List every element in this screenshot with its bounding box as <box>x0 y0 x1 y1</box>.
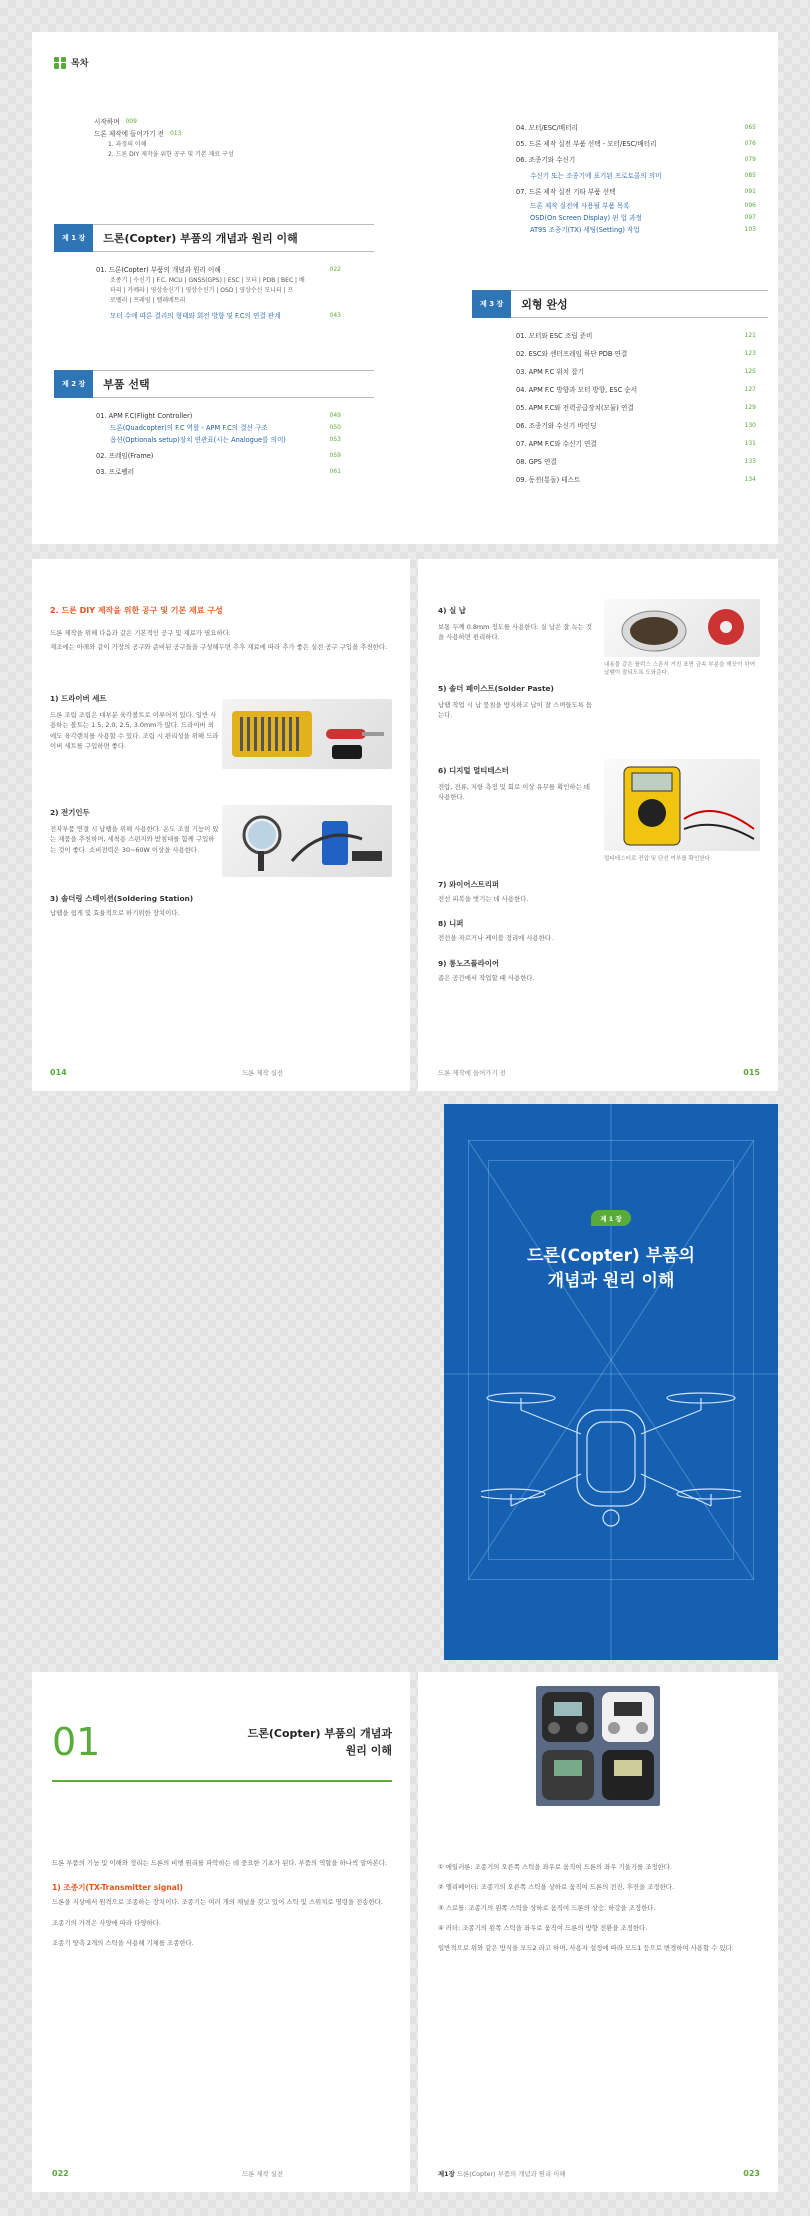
paragraph: 드론을 지상에서 원격으로 조종하는 장치이다. 조종기는 여러 개의 채널을 갖고 있어 스틱 및 스위치로 명령을 전송한다. <box>52 1898 383 1907</box>
divider <box>52 1780 392 1782</box>
running-footer: 제1장 드론(Copter) 부품의 개념과 원리 이해 <box>438 2170 566 2178</box>
paragraph: 납땜 작업 시 납 뭉침을 방지하고 납이 잘 스며들도록 돕는다. <box>438 701 593 720</box>
toc-entry[interactable]: 드론 제작 실전에 사용될 부품 목록 096 <box>530 201 756 210</box>
chapter-chip: 제 1 장 <box>54 224 93 252</box>
toc-entry[interactable]: 수신기 또는 조종기에 표기된 프로토콜의 의미 085 <box>530 171 756 180</box>
toc-grid-icon <box>54 57 66 69</box>
toc-entry[interactable]: 06. 조종기와 수신기 079 <box>516 155 756 164</box>
paragraph: ④ 러더: 조종기의 왼쪽 스틱을 좌우로 움직여 드론의 방향 전환을 조정한다. <box>438 1923 648 1932</box>
item-title: 2) 전기인두 <box>50 808 90 817</box>
page-footer: 023 <box>743 2169 760 2178</box>
chapter-3-banner <box>472 290 768 318</box>
section-title: 드론(Copter) 부품의 개념과 원리 이해 <box>247 1727 392 1757</box>
screwdriver-set-photo <box>222 699 392 769</box>
controllers-photo <box>536 1686 660 1806</box>
toc-left-intro <box>94 116 344 160</box>
drone-blueprint <box>481 1374 741 1564</box>
paragraph: 보통 두께 0.8mm 정도를 사용한다. 실 납은 잘 녹는 것을 사용하면 편리하다. <box>438 623 593 642</box>
toc-entry[interactable]: 07. APM F.C와 수신기 연결 131 <box>516 439 756 448</box>
toc-entry[interactable]: 06. 조종기와 수신기 바인딩 130 <box>516 421 756 430</box>
running-footer: 드론 제작 실전 <box>242 1069 284 1077</box>
toc-ch3-list <box>516 330 756 486</box>
toc-entry[interactable]: 03. APM F.C 위치 잡기 125 <box>516 367 756 376</box>
toc-entry[interactable]: 07. 드론 제작 실전 기타 부품 선택 091 <box>516 187 756 196</box>
chapter-title: 드론(Copter) 부품의 개념과 원리 이해 <box>103 232 298 245</box>
toc-entry[interactable]: 04. APM F.C 방향과 모터 방향, ESC 순서 127 <box>516 385 756 394</box>
paragraph: 드론 조립 조립은 대부분 육각볼트로 이루어져 있다. 일반 사용하는 볼트는 1.5, 2.0, 2.5, 3.0mm가 많다. 드라이버 외에도 육각렌치를 사용할 수 있다. 조립 시 편리성을 위해 드라이버 세트를 구입하면 좋다. <box>50 711 219 750</box>
toc-sub: 2. 드론 DIY 제작을 위한 공구 및 기본 재료 구성 <box>108 151 234 158</box>
chapter-title: 부품 선택 <box>103 378 150 391</box>
photo-caption: 내용물 같은 플럭스 스폰지 거친 표면 금속 부분을 깨끗이 하여 납땜이 잘되도록 도와준다. <box>604 662 756 677</box>
toc-right-list <box>516 122 756 236</box>
running-footer: 드론 제작 실전 <box>242 2170 284 2178</box>
paragraph: 전압, 전류, 저항 측정 및 회로 이상 유무를 확인하는 데 사용한다. <box>438 783 590 802</box>
toc-entry[interactable]: 08. GPS 연결 133 <box>516 457 756 466</box>
toc-sub: 터리 | 카메라 | 영상송신기 | 영상수신기 | OSD | 영상수신 모니터 | 프 <box>110 287 294 294</box>
item-title: 6) 디지털 멀티테스터 <box>438 766 509 775</box>
item-title: 5) 솔더 페이스트(Solder Paste) <box>438 684 554 693</box>
paragraph: 전자부품 연결 시 납땜을 위해 사용한다. 온도 조절 기능이 있는 제품을 추천하며, 세척용 스펀지와 받침대를 함께 구입하는 것이 좋다. 소비전력은 30~60W 이상을 사용한다. <box>50 825 219 854</box>
toc-entry[interactable]: OSD(On Screen Display) 핀 업 과정 097 <box>530 213 756 222</box>
item-title: 7) 와이어스트리퍼 <box>438 880 500 889</box>
page-footer: 014 <box>50 1068 67 1077</box>
toc-ch1-list <box>96 264 341 322</box>
toc-entry[interactable]: 시작하며 009 <box>94 117 137 126</box>
item-title: 8) 니퍼 <box>438 919 464 929</box>
paragraph: 일반적으로 위와 같은 방식을 모드2 라고 하며, 사용자 설정에 따라 모드1 등으로 변경하여 사용할 수 있다. <box>438 1944 734 1952</box>
toc-entry[interactable]: AT9S 조종기(TX) 세팅(Setting) 작업 103 <box>530 225 756 234</box>
paragraph: 조종기 양측 2개의 스틱을 사용해 기체를 조종한다. <box>52 1938 194 1947</box>
photo-caption: 멀티테스터로 전압 및 단선 여부를 확인한다. <box>604 856 712 862</box>
page-footer: 015 <box>743 1068 760 1077</box>
paragraph: 전선 피복을 벗기는 데 사용한다. <box>438 895 529 903</box>
multimeter-photo <box>604 759 760 851</box>
item-title: 1) 조종기(TX-Transmitter signal) <box>52 1883 183 1893</box>
soldering-iron-photo <box>222 805 392 877</box>
toc-sub: 1. 과정의 이해 <box>108 141 147 148</box>
toc-entry[interactable]: 옵션(Optionals setup)장치 연관표(시는 Analogue를 의미) 053 <box>110 435 341 444</box>
paragraph: 조종기의 가격은 사양에 따라 다양하다. <box>52 1918 161 1927</box>
paragraph: 드론 부품의 기능 및 이해와 정리는 드론의 비행 원리를 파악하는 데 중요한 기초가 된다. 부품의 역할을 하나씩 알아본다. <box>52 1859 387 1867</box>
toc-entry[interactable]: 01. 드론(Copter) 부품의 개념과 원리 이해 022 <box>96 265 341 274</box>
toc-entry[interactable]: 모터 수에 따른 결리의 형태와 회전 방향 및 F.C의 연결 관계 043 <box>110 311 341 320</box>
paragraph: 납땜을 쉽게 및 효율적으로 하기위한 장치이다. <box>50 909 180 917</box>
toc-entry[interactable]: 02. ESC와 센터프레임 하단 PDB 연결 123 <box>516 349 756 358</box>
chapter-chip: 제 2 장 <box>54 370 93 398</box>
chapter-2-banner <box>54 370 374 398</box>
item-title: 1) 드라이버 세트 <box>50 694 107 703</box>
item-title: 4) 실 납 <box>438 606 466 615</box>
toc-entry[interactable]: 01. 모터와 ESC 조립 준비 121 <box>516 331 756 340</box>
toc-entry[interactable]: 05. 드론 제작 실전 부품 선택 - 모터/ESC/배터리 076 <box>516 139 756 148</box>
paragraph: 전선을 자르거나 케이블 정리에 사용한다. <box>438 934 554 943</box>
running-footer: 드론 제작에 들어가기 전 <box>438 1069 506 1077</box>
toc-entry[interactable]: 드론(Quadcopter)의 F.C 역할 - APM F.C의 결선 구조 050 <box>110 423 341 432</box>
toc-heading: 목차 <box>54 56 88 69</box>
chapter-cover <box>444 1104 778 1660</box>
item-title: 9) 롱노즈플라이어 <box>438 958 500 968</box>
toc-sub: 조종기 | 수신기 | F.C. MCU | GNSS(GPS) | ESC | 모터 | PDB | BEC | 배 <box>110 277 305 284</box>
page-014 <box>32 559 410 1091</box>
toc-entry[interactable]: 드론 제작에 들어가기 전 013 <box>94 129 182 138</box>
toc-entry[interactable]: 04. 모터/ESC/배터리 065 <box>516 123 756 132</box>
toc-entry[interactable]: 02. 프레임(Frame) 059 <box>96 451 341 460</box>
toc-entry[interactable]: 01. APM F.C(Flight Controller) 049 <box>96 411 341 420</box>
toc-entry[interactable]: 09. 동전(통돌) 테스트 134 <box>516 475 756 484</box>
page-023 <box>418 1672 778 2192</box>
paragraph: ① 에일러론: 조종기의 오른쪽 스틱을 좌우로 움직여 드론의 좌우 기울기를 조정한다. <box>438 1863 672 1871</box>
chapter-chip: 제 1 장 <box>591 1210 631 1226</box>
toc-sub: 로펠러 | 프레임 | 텔레메트리 <box>110 297 186 304</box>
chapter-1-banner <box>54 224 374 252</box>
toc-ch2-list <box>96 410 341 478</box>
section-heading: 2. 드론 DIY 제작을 위한 공구 및 기본 재료 구성 <box>50 606 223 615</box>
page-footer: 022 <box>52 2169 69 2178</box>
paragraph: ③ 스로틀: 조종기의 왼쪽 스틱을 상하로 움직여 드론의 상승, 하강을 조정한다. <box>438 1903 656 1912</box>
toc-page <box>32 32 778 544</box>
section-number: 01 <box>52 1720 101 1764</box>
paragraph: 좁은 공간에서 작업할 때 사용한다. <box>438 973 535 982</box>
chapter-title: 외형 완성 <box>521 298 568 311</box>
paragraph: ② 엘리베이터: 조종기의 오른쪽 스틱을 상하로 움직여 드론의 전진, 후진을 조정한다. <box>438 1883 674 1892</box>
chapter-title: 드론(Copter) 부품의 개념과 원리 이해 <box>527 1246 695 1291</box>
paragraph: 드론 제작을 위해 다음과 같은 기본적인 공구 및 재료가 필요하다. <box>50 629 231 637</box>
solder-wire-photo <box>604 599 760 657</box>
toc-entry[interactable]: 05. APM F.C와 전력공급장치(모듈) 연결 129 <box>516 403 756 412</box>
chapter-chip: 제 3 장 <box>472 290 511 318</box>
page-015 <box>418 559 778 1091</box>
item-title: 3) 솔더링 스테이션(Soldering Station) <box>50 894 194 903</box>
toc-entry[interactable]: 03. 프로펠러 061 <box>96 467 341 476</box>
page-022 <box>32 1672 410 2192</box>
paragraph: 제조에는 아래와 같이 가장의 공구와 준비된 공구들을 구성해두면 추후 재료에 따라 추가 좋은 실전 공구 구입을 추천한다. <box>50 643 388 652</box>
